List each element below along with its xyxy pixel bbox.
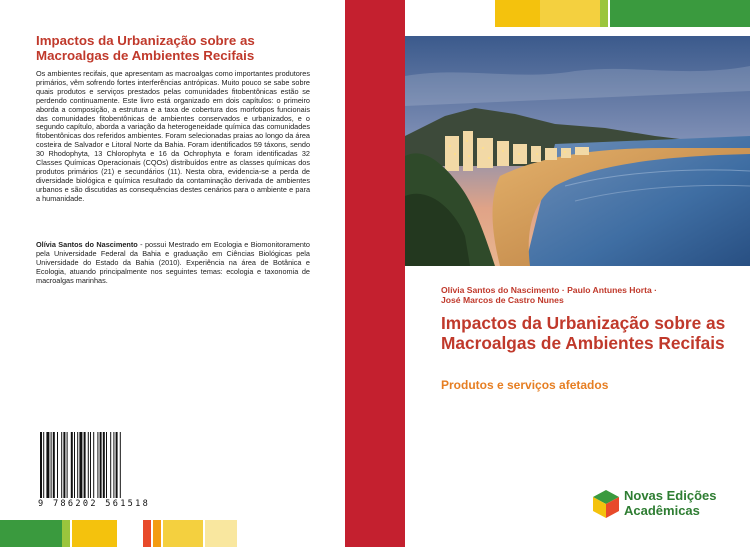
isbn-number: 9 786202 561518 — [38, 499, 151, 509]
barcode-icon — [38, 432, 158, 502]
publisher-line-1: Novas Edições — [624, 488, 717, 503]
publisher-line-2: Acadêmicas — [624, 503, 700, 518]
back-cover — [0, 0, 345, 547]
bottom-color-strip — [0, 520, 275, 547]
front-authors — [441, 285, 741, 305]
front-cover — [405, 0, 750, 547]
front-subtitle: Produtos e serviços afetados — [441, 378, 609, 392]
cover-photo-coastline — [405, 36, 750, 266]
back-cover-title: Impactos da Urbanização sobre as Macroalgas de Ambientes Recifais — [36, 33, 255, 63]
publisher — [593, 488, 743, 524]
front-title: Impactos da Urbanização sobre as Macroalgas de Ambientes Recifais — [441, 313, 726, 353]
author-name: Olívia Santos do Nascimento — [36, 240, 138, 249]
spine — [345, 0, 405, 547]
authors-line-2: José Marcos de Castro Nunes — [441, 295, 564, 305]
publisher-name — [624, 488, 717, 518]
author-bio-text: - possui Mestrado em Ecologia e Biomonitoramento pela Universidade Federal da Bahia e graduação em Ciências Biológicas pela Universidade do Estado da Bahia (2010). Experiência na área de Botânica e Ecologia, atuando principalmente nos seguintes temas: ecologia e taxonomia de macroalgas marinhas. — [36, 240, 310, 285]
author-bio — [36, 241, 310, 286]
book-description: Os ambientes recifais, que apresentam as macroalgas como importantes produtores primários, vêm sofrendo fortes interferências antrópicas. Muito pouco se sabe sobre quais produtos e serviços prestados pelas comunidades fitobentônicas estão se perdendo continuamente. Este livro está organizado em dois capítulos: o primeiro aborda a composição, a estrutura e a taxa de cobertura dos morfotipos funcionais das comunidades fitobentônicas de ambientes conservados e urbanizados, e o segundo capítulo, aborda a variação da heterogeneidade química das comunidades fitobentônicas dos referidos ambientes. Foram selecionadas praias ao longo da área costeira de Salvador e Litoral Norte da Bahia. Foram identificados 59 táxons, sendo 30 Rhodophyta, 13 Chlorophyta e 16 da Ochrophyta e foram identificadas 32 Classes Químicas Operacionais (CQOs) distribuídos entre as classes químicas dos produtos primários (21) e secundários (11). Nesta obra, evidencia-se a perda de diversidade biológica e química resultado da contaminação derivada de ambientes urbanos e são discutidas as consequências destes cenários para o ambiente e para a humanidade. — [36, 69, 310, 203]
publisher-logo-icon — [593, 490, 619, 518]
top-color-strip — [495, 0, 750, 27]
authors-line-1: Olívia Santos do Nascimento · Paulo Antunes Horta · — [441, 285, 657, 295]
